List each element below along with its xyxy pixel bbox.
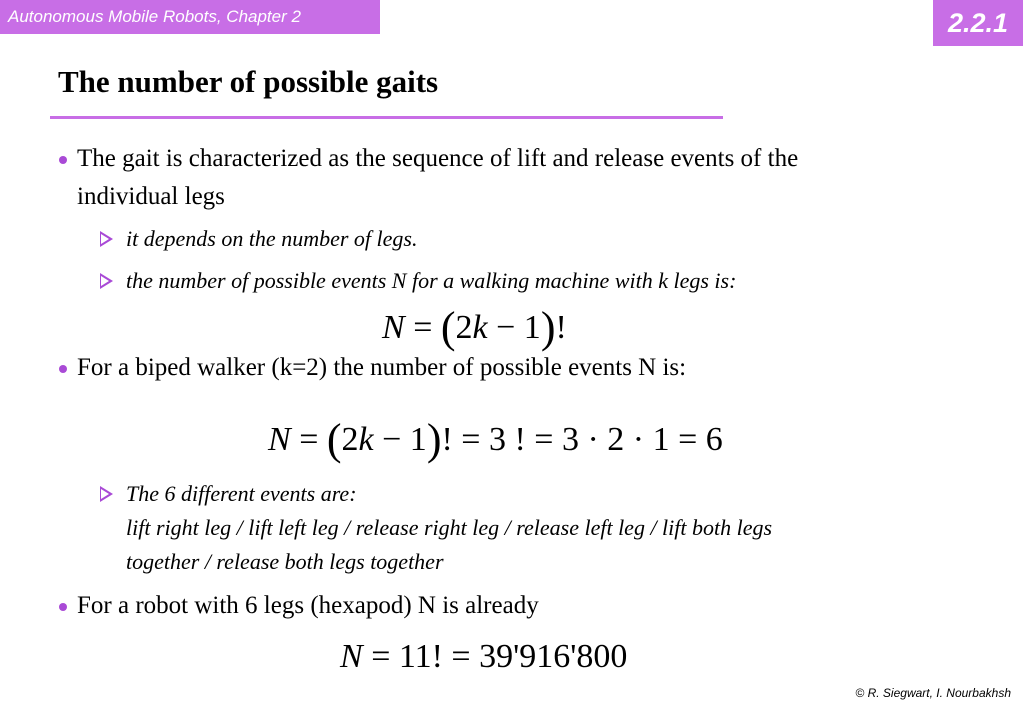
subpoint-1: it depends on the number of legs. [126,226,418,251]
formula-paren-open: ( [440,303,456,352]
formula-minus: − 1 [487,309,541,346]
bullet-1-line-2: individual legs [77,183,225,210]
bullet-2-line-1: For a biped walker (k=2) the number of possible events N is: [77,354,687,381]
slide-title: The number of possible gaits [58,64,439,99]
arrow-bullet-icon [100,231,113,247]
subpoint-3-line-2: lift right leg / lift left leg / release right leg / release left leg / lift both legs [126,515,773,540]
copyright-footer: © R. Siegwart, I. Nourbakhsh [855,686,1011,700]
arrow-bullet-icon [100,273,113,289]
formula-eq: = [290,421,327,458]
formula-paren-close: ) [540,303,556,352]
formula-minus: − 1 [373,421,427,458]
bullet-3-line-1: For a robot with 6 legs (hexapod) N is already [77,592,539,619]
section-number: 2.2.1 [933,0,1023,46]
formula-var: N [268,421,291,458]
formula-biped [268,414,723,465]
subpoint-2: the number of possible events N for a walking machine with k legs is: [126,268,737,293]
formula-num: 2 [341,421,359,458]
chapter-label: Autonomous Mobile Robots, Chapter 2 [0,0,380,34]
formula-rest: = 11! = 39'916'800 [362,638,628,675]
formula-k: k [472,309,488,346]
formula-num: 2 [455,309,473,346]
formula-var: N [340,638,363,675]
bullet-dot-icon [59,156,67,164]
bullet-dot-icon [59,365,67,373]
formula-k: k [358,421,374,458]
formula-var: N [382,309,405,346]
title-underline [50,116,723,119]
arrow-bullet-icon [100,486,113,502]
formula-events-count [382,302,567,353]
formula-tail: ! = 3 ! = 3 · 2 · 1 = 6 [441,421,723,458]
formula-tail: ! [555,309,567,346]
bullet-dot-icon [59,603,67,611]
subpoint-3: The 6 different events are: [126,481,357,506]
formula-paren-close: ) [426,415,442,464]
formula-hexapod [340,638,627,676]
subpoint-3-line-3: together / release both legs together [126,549,444,574]
formula-paren-open: ( [326,415,342,464]
bullet-1-line-1: The gait is characterized as the sequence of lift and release events of the [77,145,799,172]
formula-eq: = [404,309,441,346]
